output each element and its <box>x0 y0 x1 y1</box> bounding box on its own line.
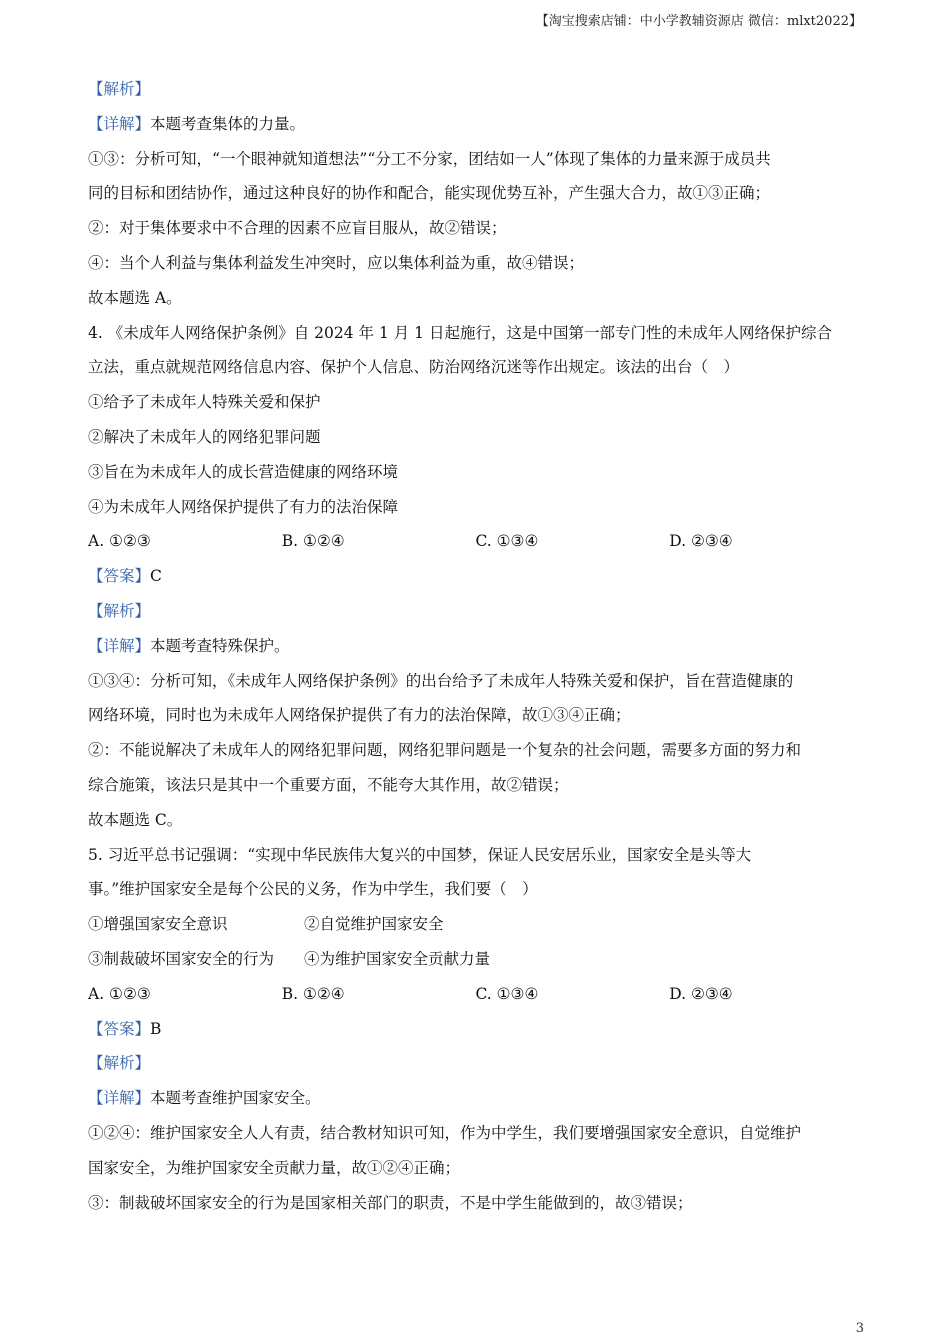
explanation-line: ④：当个人利益与集体利益发生冲突时，应以集体利益为重，故④错误； <box>88 253 585 272</box>
document-body <box>88 72 863 1220</box>
question-item: ②自觉维护国家安全 <box>304 915 444 934</box>
question-stem: 事。”维护国家安全是每个公民的义务，作为中学生，我们要（ ） <box>88 880 538 899</box>
question-item: ②解决了未成年人的网络犯罪问题 <box>88 427 321 446</box>
option-d: D. ②③④ <box>669 532 733 551</box>
question-item: ④为维护国家安全贡献力量 <box>304 949 491 968</box>
analysis-label: 【解析】 <box>88 601 151 620</box>
page-number: 3 <box>855 1321 864 1336</box>
explanation-line: ③：制裁破坏国家安全的行为是国家相关部门的职责，不是中学生能做到的，故③错误； <box>88 1193 693 1212</box>
detail-intro: 本题考查集体的力量。 <box>150 114 306 133</box>
explanation-line: ②：对于集体要求中不合理的因素不应盲目服从，故②错误； <box>88 219 507 238</box>
question-item-row <box>88 942 863 977</box>
explanation-line: 网络环境，同时也为未成年人网络保护提供了有力的法治保障，故①③④正确； <box>88 706 631 725</box>
explanation-line: 故本题选 A。 <box>88 288 182 307</box>
analysis-label: 【解析】 <box>88 1054 151 1073</box>
answer-value: B <box>150 1019 162 1038</box>
question-item: ③制裁破坏国家安全的行为 <box>88 949 275 968</box>
answer-options <box>88 977 863 1012</box>
option-c: C. ①③④ <box>475 984 539 1003</box>
question-item: ①增强国家安全意识 <box>88 915 228 934</box>
analysis-label: 【解析】 <box>88 80 151 98</box>
detail-label: 【详解】 <box>88 114 151 133</box>
answer-label: 【答案】 <box>88 567 151 586</box>
answer-line <box>88 1012 863 1047</box>
option-a: A. ①②③ <box>88 532 151 551</box>
explanation-line: 故本题选 C。 <box>88 810 183 829</box>
question-stem: 5. 习近平总书记强调：“实现中华民族伟大复兴的中国梦，保证人民安居乐业，国家安全是头等大 <box>88 845 752 864</box>
explanation-line: 国家安全，为维护国家安全贡献力量，故①②④正确； <box>88 1158 461 1177</box>
detail-intro: 本题考查特殊保护。 <box>150 636 290 655</box>
answer-line <box>88 559 863 594</box>
answer-label: 【答案】 <box>88 1019 151 1038</box>
detail-line <box>88 107 863 142</box>
explanation-line: ①③④：分析可知，《未成年人网络保护条例》的出台给予了未成年人特殊关爱和保护，旨在营造健康的 <box>88 671 794 690</box>
question-item: ④为未成年人网络保护提供了有力的法治保障 <box>88 497 399 516</box>
explanation-line: ①②④：维护国家安全人人有责，结合教材知识可知，作为中学生，我们要增强国家安全意识，自觉维护 <box>88 1123 802 1142</box>
option-d: D. ②③④ <box>669 984 733 1003</box>
question-item: ③旨在为未成年人的成长营造健康的网络环境 <box>88 462 399 481</box>
detail-line <box>88 629 863 664</box>
question-stem: 立法，重点就规范网络信息内容、保护个人信息、防治网络沉迷等作出规定。该法的出台（ ） <box>88 358 740 377</box>
option-a: A. ①②③ <box>88 984 151 1003</box>
explanation-line: ②：不能说解决了未成年人的网络犯罪问题，网络犯罪问题是一个复杂的社会问题，需要多方面的努力和 <box>88 741 802 760</box>
detail-label: 【详解】 <box>88 1089 151 1108</box>
option-b: B. ①②④ <box>281 984 345 1003</box>
detail-label: 【详解】 <box>88 636 151 655</box>
answer-options <box>88 524 863 559</box>
detail-intro: 本题考查维护国家安全。 <box>150 1089 321 1108</box>
answer-value: C <box>150 567 162 586</box>
question-stem: 4. 《未成年人网络保护条例》自 2024 年 1 月 1 日起施行，这是中国第一部专门性的未成年人网络保护综合 <box>88 323 832 342</box>
option-b: B. ①②④ <box>281 532 345 551</box>
explanation-line: 综合施策，该法只是其中一个重要方面，不能夸大其作用，故②错误； <box>88 775 569 794</box>
page-header: 【淘宝搜索店铺：中小学教辅资源店 微信：mlxt2022】 <box>535 14 862 29</box>
question-item: ①给予了未成年人特殊关爱和保护 <box>88 393 321 412</box>
option-c: C. ①③④ <box>475 532 539 551</box>
explanation-line: ①③：分析可知，“一个眼神就知道想法”“分工不分家，团结如一人”体现了集体的力量来源于成员共 <box>88 149 771 168</box>
detail-line <box>88 1081 863 1116</box>
question-item-row <box>88 907 863 942</box>
explanation-line: 同的目标和团结协作，通过这种良好的协作和配合，能实现优势互补，产生强大合力，故①③正确； <box>88 184 771 203</box>
